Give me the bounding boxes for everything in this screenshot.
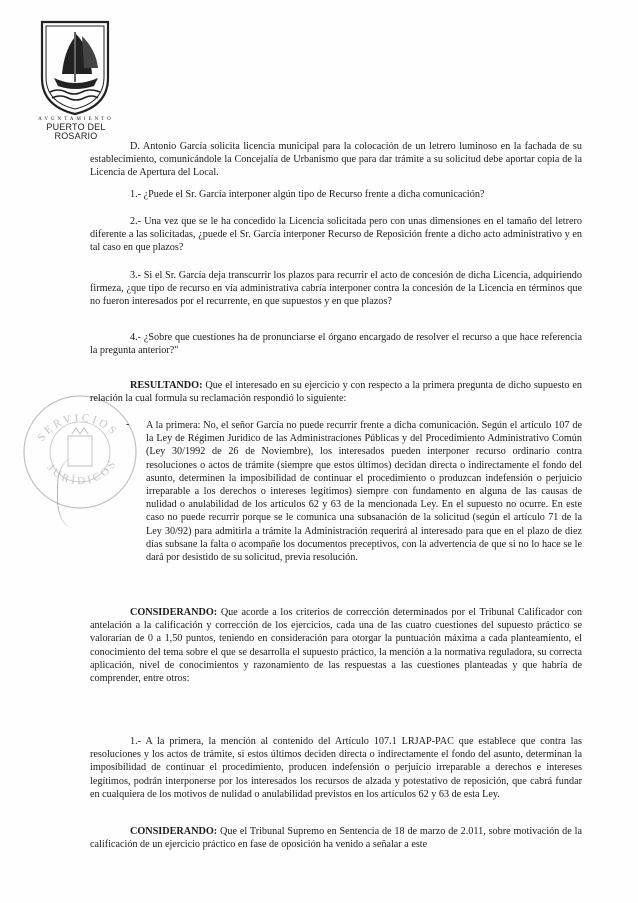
considerando-1-text: Que acorde a los criterios de corrección determinados por el Tribunal Calificador con antelación a la calificación y corrección de los ejercicios, cada una de las cuatro cuestiones del supuesto práctico se valorarían de 0 a 1,50 puntos, teniendo en consideración para otorgar la puntuación máxima a cada planteamiento, el conocimiento del tema sobre el que se desarrolla el supuesto práctico, la mención a la normativa reguladora, su correcta aplicación, nivel de conocimientos y razonamiento de las respuestas a las cuestiones planteadas y que habría de comprender, entre otros:	[90, 607, 582, 685]
considerando-2-text: Que el Tribunal Supremo en Sentencia de 18 de marzo de 2.011, sobre motivación de la calificación de un ejercicio práctico en fase de oposición ha venido a señalar a este	[90, 826, 582, 851]
question-3: 3.- Si el Sr. García deja transcurrir los plazos para recurrir el acto de concesión de dicha Licencia, adquiriendo firmeza, ¿que tipo de recurso en vía administrativa cabría interponer contra la concesión de la Licencia en términos que no fueron interesados por el recurrente, en que supuestos y en que plazos?	[90, 270, 582, 308]
paragraph-intro: D. Antonio García solicita licencia municipal para la colocación de un letrero luminoso en la fachada de su establecimiento, comunicándole la Concejalía de Urbanismo que para dar trámite a su solicitud debe aportar copia de la Licencia de Apertura del Local.	[90, 141, 582, 179]
bullet-dash: -	[126, 419, 130, 430]
logo-name: PUERTO DEL ROSARIO	[46, 122, 106, 141]
logo-small-text: AYUNTAMIENTO	[38, 117, 114, 122]
question-1: 1.- ¿Puede el Sr. García interponer algún tipo de Recurso frente a dicha comunicación?	[130, 189, 485, 200]
considerando-1-paragraph	[90, 606, 582, 685]
resultando-paragraph	[90, 379, 582, 405]
municipal-logo	[30, 16, 120, 141]
bullet-answer: A la primera: No, el señor García no puede recurrir frente a dicha comunicación. Según el artículo 107 de la Ley de Régimen Jurídico de las Administraciones Públicas y del Procedimiento Administrativo Común (Ley 30/1992 de 26 de Noviembre), los interesados pueden interponer recurso ordinario contra resoluciones o actos de trámite (siempre que estos últimos) decidan directa o indirectamente el fondo del asunto, determinen la imposibilidad de continuar el procedimiento o produzcan indefensión o perjuicio irreparable a los derechos o intereses legítimos) siempre con fundamento en alguna de las causas de nulidad o anulabilidad de los artículos 62 y 63 de la mencionada Ley. En el supuesto no ocurre. En este caso no puede recurrir porque se le comunica una subsanación de la solicitud (según el artículo 71 de la Ley 30/92) para admitirla a trámite la Administración requerirá al interesado para que en el plazo de diez días subsane la falta o acompañe los documentos preceptivos, con la advertencia de que si no lo hace se le dará por desistido de su solicitud, previa resolución.	[146, 420, 582, 564]
considerando-2-label: CONSIDERANDO:	[130, 826, 218, 837]
resultando-text: Que el interesado en su ejercicio y con respecto a la primera pregunta de dicho supuesto en relación la cual formula su reclamación respondió lo siguiente:	[90, 380, 582, 405]
svg-text:SERVICIOS	[35, 412, 120, 444]
stamp-bottom-text: JURÍDICOS	[44, 456, 120, 488]
question-2: 2.- Una vez que se le ha concedido la Licencia solicitada pero con unas dimensiones en el tamaño del letrero diferente a las solicitadas, ¿puede el Sr. García interponer Recurso de Reposición frente a dicho acto administrativo y en tal caso en que plazos?	[90, 216, 582, 254]
stamp-top-text: SERVICIOS	[35, 411, 121, 444]
resultando-label: RESULTANDO:	[130, 380, 203, 391]
question-4: 4.- ¿Sobre que cuestiones ha de pronunciarse el órgano encargado de resolver el recurso a que hace referencia la pregunta anterior?"	[90, 332, 582, 357]
considerando-1-label: CONSIDERANDO:	[130, 607, 218, 618]
margin-mark	[57, 458, 98, 528]
considerando-2-paragraph	[90, 825, 582, 851]
ship-emblem-icon	[38, 16, 112, 116]
point-1: 1.- A la primera, la mención al contenido del Artículo 107.1 LRJAP-PAC que establece que contra las resoluciones y los actos de trámite, si estos últimos deciden directa o indirectamente el fondo del asunto, determinan la imposibilidad de continuar el procedimiento, producen indefensión o perjuicio irreparable a derechos e intereses legítimos, podrán interponerse por los interesados los recursos de alzada y potestativo de reposición, que cabrá fundar en cualquiera de los motivos de nulidad o anulabilidad previstos en los artículos 62 y 63 de esta Ley.	[90, 736, 582, 800]
